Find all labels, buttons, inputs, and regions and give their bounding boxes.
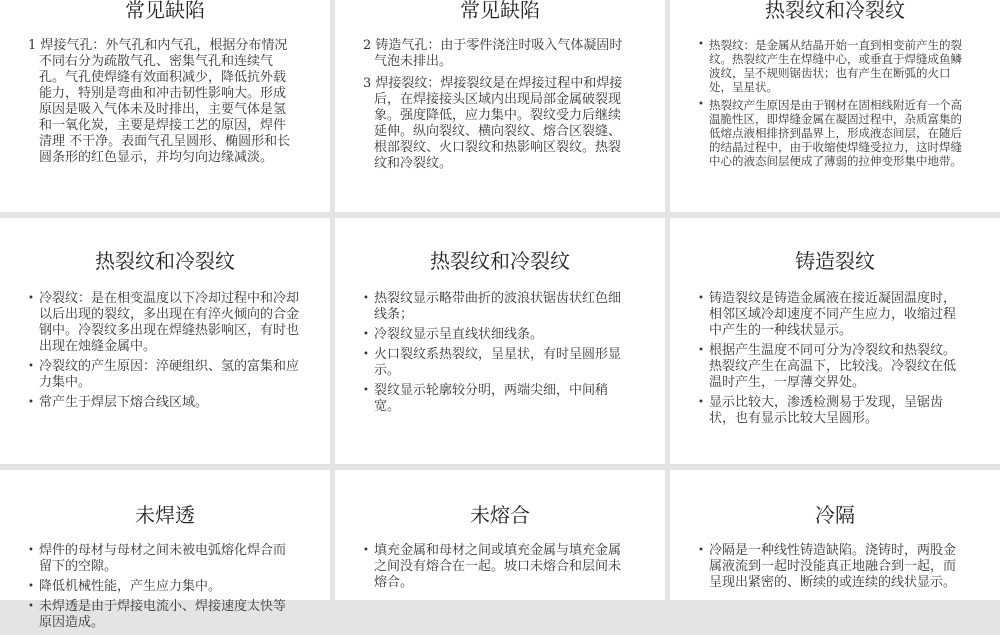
bullet-icon: •: [28, 545, 34, 556]
list-item: [363, 327, 627, 343]
card-content: [28, 38, 292, 167]
list-item: [698, 291, 962, 339]
list-item-text: 裂纹显示轮廓较分明，两端尖细，中间稍宽。: [374, 383, 609, 414]
bullet-icon: •: [698, 99, 704, 110]
bullet-icon: •: [28, 293, 34, 304]
paragraph-weld-porosity: 1 焊接气孔：外气孔和内气孔，根据分布情况不同右分为疏散气孔、密集气孔和连续气孔。气孔使焊缝有效面积减少，降低抗外载能力，特别是弯曲和冲击韧性影响大。形成原因是吸入气体未及时排出，主要气体是氢和一氧化炭，主要是焊接工艺的原因，焊件清理 不干净。表面气孔呈圆形、椭圆形和长圆条形的红色显示，并均匀向边缘减淡。: [28, 38, 291, 165]
list-item-text: 未焊透是由于焊接电流小、焊接速度太快等原因造成。: [39, 599, 287, 630]
list-item-text: 降低机械性能，产生应力集中。: [39, 579, 222, 594]
bullet-list: [698, 543, 962, 591]
card-title: 常见缺陷: [460, 0, 540, 22]
list-item: [28, 359, 302, 391]
list-item-text: 冷裂纹显示呈直线状细线条。: [374, 327, 544, 342]
card-content: [363, 291, 627, 419]
list-item: [363, 543, 627, 591]
card-common-defects-1: [0, 0, 330, 212]
card-content: [28, 291, 302, 415]
list-item-text: 冷隔是一种线性铸造缺陷。浇铸时，两股金属液流到一起时没能真正地融合到一起，而呈现出紧密的、断续的或连续的线状显示。: [709, 543, 957, 590]
bullet-list: [363, 543, 627, 591]
bullet-icon: •: [28, 581, 34, 592]
card-title: 铸造裂纹: [795, 249, 875, 273]
list-item-text: 热裂纹产生原因是由于钢材在固相线附近有一个高温脆性区，即焊缝金属在凝固过程中，杂质富集的低熔点液相排挤到晶界上，形成液态间层，在随后的结晶过程中，由于收缩使焊缝受拉力，这时焊缝中心的液态间层便成了薄弱的拉伸变形集中地带。: [709, 98, 962, 168]
card-hot-cold-cracks-2: [0, 218, 330, 464]
card-title: 冷隔: [815, 503, 855, 527]
list-item: [28, 599, 292, 631]
bullet-icon: •: [363, 545, 369, 556]
card-title: 热裂纹和冷裂纹: [95, 249, 235, 273]
bullet-list: [698, 291, 962, 427]
list-item: [363, 347, 627, 379]
bullet-list: [698, 38, 970, 168]
card-content: [698, 543, 962, 595]
list-item-text: 火口裂纹系热裂纹，呈星状，有时呈圆形显示。: [374, 347, 622, 378]
bullet-icon: •: [363, 385, 369, 396]
list-item: [698, 38, 970, 94]
list-item-text: 常产生于焊层下熔合线区域。: [39, 395, 209, 410]
card-title: 未焊透: [135, 503, 195, 527]
list-item-text: 冷裂纹的产生原因：淬硬组织、氢的富集和应力集中。: [39, 359, 300, 390]
list-item-text: 热裂纹显示略带曲折的波浪状锯齿状红色细线条；: [374, 291, 622, 322]
bullet-icon: •: [363, 329, 369, 340]
list-item: [363, 383, 627, 415]
bullet-icon: •: [698, 293, 704, 304]
list-item: [28, 395, 302, 411]
bullet-icon: •: [698, 345, 704, 356]
bullet-icon: •: [363, 349, 369, 360]
bullet-icon: •: [698, 397, 704, 408]
card-common-defects-2: [335, 0, 665, 212]
bullet-list: [28, 543, 292, 631]
card-casting-cracks: [670, 218, 1000, 464]
list-item: [28, 543, 292, 575]
bullet-icon: •: [28, 361, 34, 372]
list-item-text: 热裂纹：是金属从结晶开始一直到相变前产生的裂纹。热裂纹产生在焊缝中心，或垂直于焊缝成鱼鳞波纹，呈不规则锯齿状；也有产生在断弧的火口处，呈星状。: [709, 38, 962, 94]
list-item-text: 显示比较大，渗透检测易于发现，呈锯齿状，也有显示比较大呈圆形。: [709, 395, 944, 426]
list-item: [698, 543, 962, 591]
card-cold-shut: [670, 470, 1000, 600]
list-item: [698, 343, 962, 391]
card-title: 热裂纹和冷裂纹: [430, 249, 570, 273]
list-item: [28, 579, 292, 595]
list-item-text: 铸造裂纹是铸造金属液在接近凝固温度时，相邻区域冷却速度不同产生应力，收缩过程中产生的一种线状显示。: [709, 291, 957, 338]
list-item-text: 填充金属和母材之间或填充金属与填充金属之间没有熔合在一起。坡口未熔合和层间未熔合。: [374, 543, 622, 590]
bullet-list: [363, 291, 627, 415]
bullet-icon: •: [363, 293, 369, 304]
paragraph-casting-porosity: 2 铸造气孔：由于零件浇注时吸入气体凝固时气泡未排出。: [363, 38, 623, 69]
card-hot-cold-cracks-1: [670, 0, 1000, 212]
card-content: [363, 543, 627, 595]
card-content: [698, 38, 970, 172]
card-incomplete-penetration: [0, 470, 330, 630]
card-content: [698, 291, 962, 431]
card-hot-cold-cracks-3: [335, 218, 665, 464]
list-item-text: 根据产生温度不同可分为冷裂纹和热裂纹。热裂纹产生在高温下，比较浅。冷裂纹在低温时产生，一厚薄交界处。: [709, 343, 957, 390]
bullet-icon: •: [28, 397, 34, 408]
card-lack-of-fusion: [335, 470, 665, 600]
list-item: [28, 291, 302, 355]
list-item-text: 焊件的母材与母材之间未被电弧熔化焊合而留下的空隙。: [39, 543, 287, 574]
list-item: [363, 291, 627, 323]
card-content: [28, 543, 292, 635]
bullet-icon: •: [28, 601, 34, 612]
bullet-icon: •: [698, 545, 704, 556]
list-item-text: 冷裂纹：是在相变温度以下冷却过程中和冷却以后出现的裂纹，多出现在有淬火倾向的合金钢中。冷裂纹多出现在焊缝热影响区，有时也出现在烛缝金属中。: [39, 291, 300, 354]
bullet-list: [28, 291, 302, 411]
card-title: 热裂纹和冷裂纹: [765, 0, 905, 22]
card-title: 未熔合: [470, 503, 530, 527]
list-item: [698, 98, 970, 168]
bullet-icon: •: [698, 39, 704, 50]
card-title: 常见缺陷: [125, 0, 205, 22]
paragraph-weld-cracks: 3 焊接裂纹：焊接裂纹是在焊接过程中和焊接后，在焊接接头区域内出现局部金属破裂现象。强度降低，应力集中。裂纹受力后继续延伸。纵向裂纹、横向裂纹、熔合区裂缝、根部裂纹、火口裂纹和热影响区裂纹。热裂纹和冷裂纹。: [363, 76, 623, 171]
list-item: [698, 395, 962, 427]
card-content: [363, 38, 627, 173]
